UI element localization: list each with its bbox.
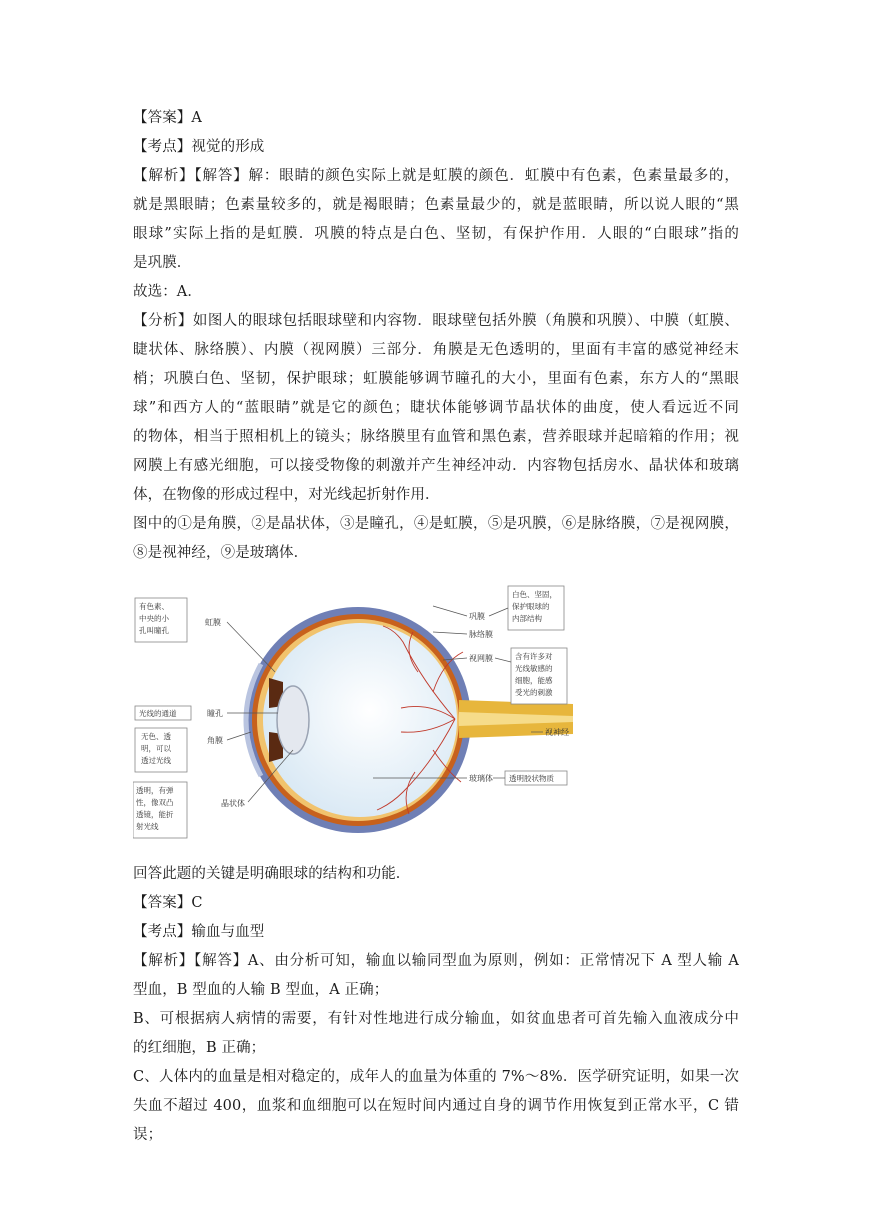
lens-shape xyxy=(277,686,309,754)
analysis-line: 球”和西方人的“蓝眼睛”就是它的颜色；睫状体能够调节晶状体的曲度，使人看远近不同 xyxy=(133,400,739,416)
pupil-label: 瞳孔 xyxy=(207,709,223,718)
analysis-line: 的物体，相当于照相机上的镜头；脉络膜里有血管和黑色素，营养眼球并起暗箱的作用；视 xyxy=(133,429,739,445)
lens-note-line: 性，像双凸 xyxy=(136,798,174,807)
cornea-note-line: 明，可以 xyxy=(141,744,171,753)
left-annotation-boxes xyxy=(133,598,191,838)
vitreous-label: 玻璃体 xyxy=(469,774,493,783)
sclera-note-line: 内部结构 xyxy=(512,614,542,623)
analysis-line: 梢；巩膜白色、坚韧，保护眼球；虹膜能够调节瞳孔的大小，里面有色素，东方人的“黑眼 xyxy=(133,371,739,387)
right-annotation-boxes xyxy=(505,586,567,785)
iris-note-line: 有色素、 xyxy=(139,602,169,611)
sclera-note-line: 白色、坚固， xyxy=(512,590,557,599)
analysis-line: 【分析】如图人的眼球包括眼球壁和内容物．眼球壁包括外膜（角膜和巩膜）、中膜（虹膜、 xyxy=(133,313,739,329)
eye-diagram-svg xyxy=(133,582,593,854)
exam-point-line-2: 【考点】输血与血型 xyxy=(133,924,265,940)
figure-caption-line: ⑧是视神经，⑨是玻璃体． xyxy=(133,545,309,561)
iris-label: 虹膜 xyxy=(205,618,221,627)
answer-line-2: 【答案】C xyxy=(133,895,203,911)
figure-caption-line: 图中的①是角膜，②是晶状体，③是瞳孔，④是虹膜，⑤是巩膜，⑥是脉络膜，⑦是视网膜， xyxy=(133,516,739,532)
explain-line: 【解析】【解答】解：眼睛的颜色实际上就是虹膜的颜色．虹膜中有色素，色素量最多的， xyxy=(133,168,739,184)
retina-note-line: 细胞，能感 xyxy=(515,676,553,685)
eye-structure-diagram xyxy=(133,582,593,854)
blood-explain-line: 的红细胞，B 正确； xyxy=(133,1040,266,1056)
analysis-line: 网膜上有感光细胞，可以接受物像的刺激并产生神经冲动．内容物包括房水、晶状体和玻璃 xyxy=(133,458,739,474)
blood-explain-line: C、人体内的血量是相对稳定的，成年人的血量为体重的 7%～8%．医学研究证明，如果一次 xyxy=(133,1069,739,1085)
choice-line: 故选：A． xyxy=(133,284,202,300)
iris-note-line: 中央的小 xyxy=(139,614,169,623)
iris-note-line: 孔叫瞳孔 xyxy=(139,626,169,635)
blood-explain-line: 误； xyxy=(133,1127,163,1143)
optic-nerve-label: 视神经 xyxy=(545,728,569,737)
cornea-note-line: 透过光线 xyxy=(141,756,171,765)
explain-line: 是巩膜． xyxy=(133,255,192,271)
retina-label: 视网膜 xyxy=(469,654,493,663)
analysis-line: 体，在物像的形成过程中，对光线起折射作用． xyxy=(133,487,440,503)
explain-line: 就是黑眼睛；色素量较多的，就是褐眼睛；色素量最少的，就是蓝眼睛，所以说人眼的“黑 xyxy=(133,197,739,213)
sclera-note-line: 保护眼球的 xyxy=(512,602,550,611)
analysis-line: 睫状体、脉络膜）、内膜（视网膜）三部分．角膜是无色透明的，里面有丰富的感觉神经末 xyxy=(133,342,739,358)
blood-explain-line: 失血不超过 400，血浆和血细胞可以在短时间内通过自身的调节作用恢复到正常水平，C 错 xyxy=(133,1098,739,1114)
document-page xyxy=(133,104,739,1150)
retina-note-line: 光线敏感的 xyxy=(515,664,553,673)
blood-explain-line: 【解析】【解答】A、由分析可知，输血以输同型血为原则，例如：正常情况下 A 型人输 A xyxy=(133,953,739,969)
sclera-label: 巩膜 xyxy=(469,612,485,621)
lens-label: 晶状体 xyxy=(221,799,245,808)
choroid-label: 脉络膜 xyxy=(469,630,493,639)
vitreous-note-line: 透明胶状物质 xyxy=(509,774,554,783)
lens-note-line: 透镜，能折 xyxy=(136,810,174,819)
explain-line: 眼球”实际上指的是虹膜．巩膜的特点是白色、坚韧，有保护作用．人眼的“白眼球”指的 xyxy=(133,226,739,242)
blood-explain-line: B、可根据病人病情的需要，有针对性地进行成分输血，如贫血患者可首先输入血液成分中 xyxy=(133,1011,739,1027)
eyeball-graphic xyxy=(245,607,573,833)
cornea-label: 角膜 xyxy=(207,736,223,745)
lens-note-line: 射光线 xyxy=(136,822,159,831)
cornea-note-line: 无色、透 xyxy=(141,732,171,741)
summary-line: 回答此题的关键是明确眼球的结构和功能． xyxy=(133,866,411,882)
answer-line-1: 【答案】A xyxy=(133,110,202,126)
pupil-note-line: 光线的通道 xyxy=(139,709,177,718)
blood-explain-line: 型血，B 型血的人输 B 型血，A 正确； xyxy=(133,982,389,998)
exam-point-line-1: 【考点】视觉的形成 xyxy=(133,139,265,155)
lens-note-line: 透明，有弹 xyxy=(136,786,174,795)
retina-note-line: 含有许多对 xyxy=(515,652,553,661)
retina-note-line: 受光的刺激 xyxy=(515,688,553,697)
